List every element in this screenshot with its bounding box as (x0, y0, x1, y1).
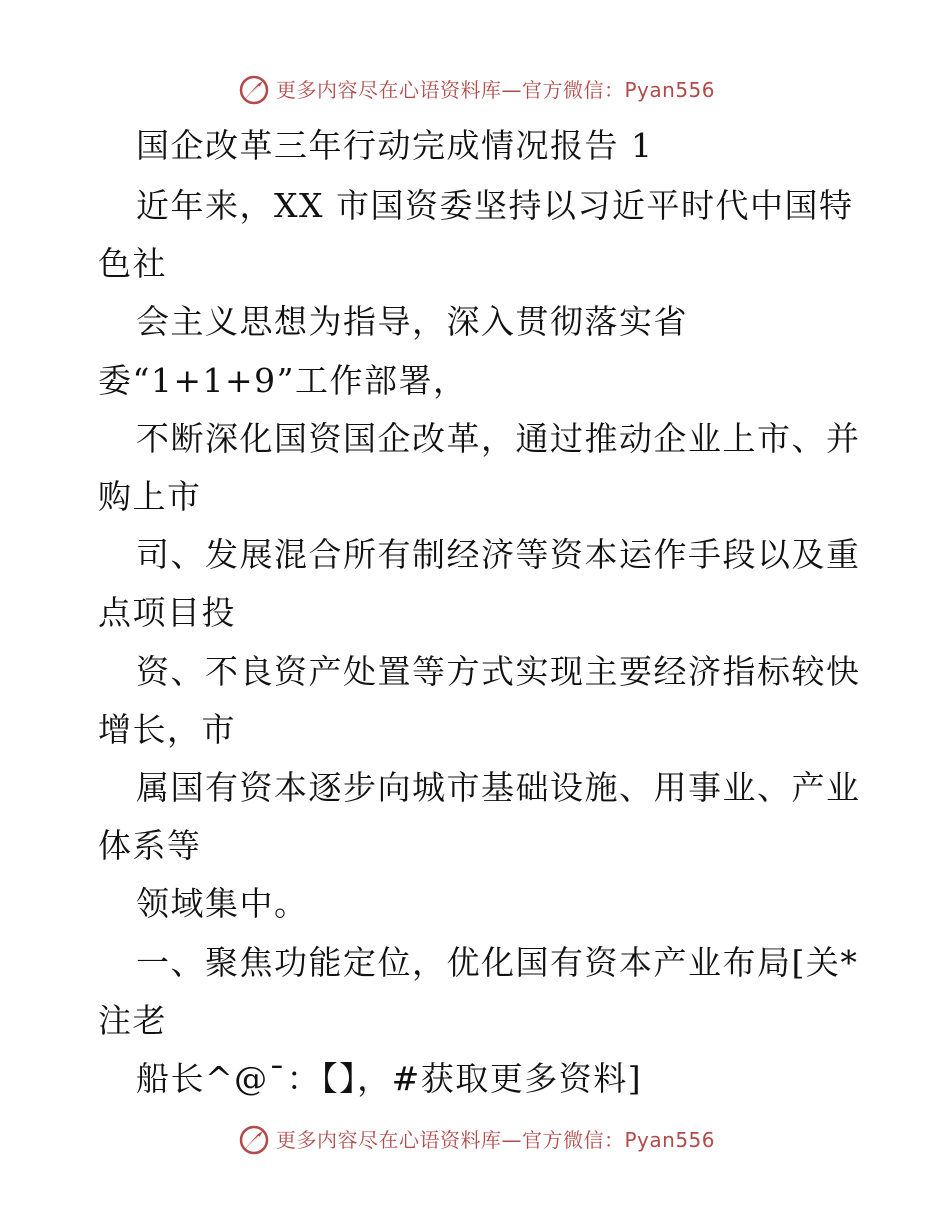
feather-pen-circle-icon (238, 74, 270, 106)
paragraph-line: 委“1+1+9”工作部署， (98, 361, 468, 400)
paragraph-line: 司、发展混合所有制经济等资本运作手段以及重 (136, 535, 861, 574)
paragraph-line: 领域集中。 (136, 884, 309, 923)
paragraph-line: 资、不良资产处置等方式实现主要经济指标较快 (136, 652, 861, 691)
paragraph-line: 属国有资本逐步向城市基础设施、用事业、产业 (136, 768, 861, 807)
feather-pen-circle-icon (238, 1124, 270, 1156)
paragraph-line: 体系等 (98, 826, 202, 865)
watermark-banner-top (0, 70, 950, 110)
paragraph-line: 会主义思想为指导，深入贯彻落实省 (136, 302, 688, 341)
watermark-text: 更多内容尽在心语资料库—官方微信：Pyan556 (276, 1128, 716, 1152)
paragraph-line: 不断深化国资国企改革，通过推动企业上市、并 (136, 419, 861, 458)
paragraph-line: 船长^@¯：【】，#获取更多资料] (136, 1059, 643, 1098)
paragraph-line: 色社 (98, 244, 167, 283)
paragraph-line: 注老 (98, 1001, 167, 1040)
watermark-banner-bottom (0, 1120, 950, 1160)
paragraph-line: 近年来，XX 市国资委坚持以习近平时代中国特 (136, 186, 854, 225)
paragraph-line: 购上市 (98, 477, 202, 516)
paragraph-line: 增长，市 (98, 710, 236, 749)
document-title: 国企改革三年行动完成情况报告 1 (136, 126, 654, 165)
paragraph-line: 点项目投 (98, 593, 236, 632)
watermark-text: 更多内容尽在心语资料库—官方微信：Pyan556 (276, 78, 716, 102)
section-heading: 一、聚焦功能定位，优化国有资本产业布局[关* (136, 943, 859, 982)
